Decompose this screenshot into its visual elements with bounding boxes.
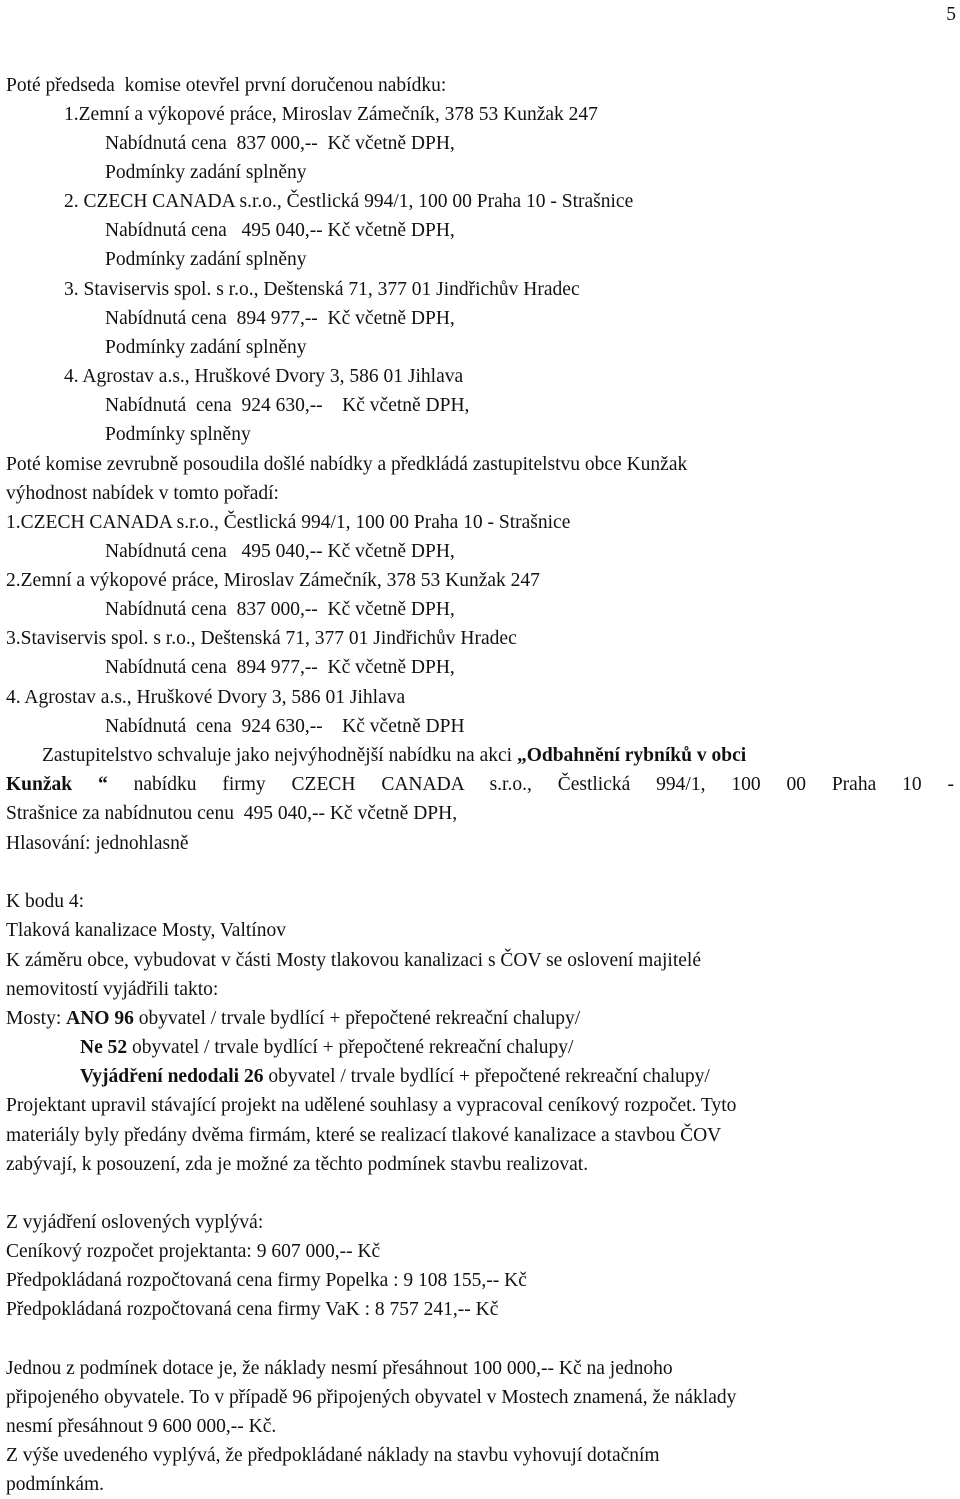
result-projektant: Ceníkový rozpočet projektanta: 9 607 000,-- Kč bbox=[6, 1241, 381, 1262]
offer-2-conditions: Podmínky zadání splněny bbox=[105, 249, 307, 270]
offer-2-header: 2. CZECH CANADA s.r.o., Čestlická 994/1, 100 00 Praha 10 - Strašnice bbox=[64, 191, 634, 212]
project-para-line-3: zabývají, k posouzení, zda je možné za těchto podmínek stavbu realizovat. bbox=[6, 1154, 589, 1175]
mosty-no-line bbox=[80, 1038, 573, 1058]
no-count: Ne 52 bbox=[80, 1037, 128, 1058]
subsidy-para-line-2: připojeného obyvatele. To v případě 96 připojených obyvatel v Mostech znamená, že náklady bbox=[6, 1387, 737, 1408]
mosty-yes-line bbox=[6, 1009, 580, 1029]
offer-3-conditions: Podmínky zadání splněny bbox=[105, 337, 307, 358]
mosty-none-line bbox=[80, 1067, 710, 1087]
resolution-line-1-text: Zastupitelstvo schvaluje jako nejvýhodnější nabídku na akci bbox=[42, 745, 517, 766]
offer-4-conditions: Podmínky splněny bbox=[105, 424, 251, 445]
ranking-3-header: 3.Staviservis spol. s r.o., Deštenská 71, 377 01 Jindřichův Hradec bbox=[6, 628, 517, 649]
yes-text: obyvatel / trvale bydlící + přepočtené rekreační chalupy/ bbox=[133, 1008, 581, 1029]
yes-count: ANO 96 bbox=[66, 1008, 134, 1029]
subsidy-para-line-3: nesmí přesáhnout 9 600 000,-- Kč. bbox=[6, 1416, 277, 1437]
offer-3-price: Nabídnutá cena 894 977,-- Kč včetně DPH, bbox=[105, 308, 455, 329]
project-para-line-1: Projektant upravil stávající projekt na udělené souhlasy a vypracoval ceníkový rozpočet. Tyto bbox=[6, 1095, 737, 1116]
ranking-2-header: 2.Zemní a výkopové práce, Miroslav Zámečník, 378 53 Kunžak 247 bbox=[6, 570, 540, 591]
point-4-title: Tlaková kanalizace Mosty, Valtínov bbox=[6, 920, 286, 941]
none-text: obyvatel / trvale bydlící + přepočtené rekreační chalupy/ bbox=[263, 1066, 710, 1087]
point-4-intro-1: K záměru obce, vybudovat v části Mosty tlakovou kanalizaci s ČOV se oslovení majitelé bbox=[6, 950, 701, 971]
evaluation-line-2: výhodnost nabídek v tomto pořadí: bbox=[6, 483, 279, 504]
offer-1-price: Nabídnutá cena 837 000,-- Kč včetně DPH, bbox=[105, 133, 455, 154]
no-text: obyvatel / trvale bydlící + přepočtené rekreační chalupy/ bbox=[127, 1037, 574, 1058]
subsidy-para-line-1: Jednou z podmínek dotace je, že náklady nesmí přesáhnout 100 000,-- Kč na jednoho bbox=[6, 1358, 673, 1379]
ranking-4-header: 4. Agrostav a.s., Hruškové Dvory 3, 586 01 Jihlava bbox=[6, 687, 406, 708]
point-4-heading: K bodu 4: bbox=[6, 891, 84, 912]
intro-text: Poté předseda komise otevřel první doručenou nabídku: bbox=[6, 75, 447, 96]
ranking-4-price: Nabídnutá cena 924 630,-- Kč včetně DPH bbox=[105, 716, 465, 737]
project-name-start: „Odbahnění rybníků v obci bbox=[516, 745, 747, 766]
conclusion-line-2: podmínkám. bbox=[6, 1474, 105, 1495]
evaluation-line-1: Poté komise zevrubně posoudila došlé nabídky a předkládá zastupitelstvu obce Kunžak bbox=[6, 454, 688, 475]
page-number: 5 bbox=[946, 4, 956, 25]
offer-3-header: 3. Staviservis spol. s r.o., Deštenská 71, 377 01 Jindřichův Hradec bbox=[64, 279, 580, 300]
project-name-end: Kunžak “ bbox=[6, 774, 108, 795]
offer-4-price: Nabídnutá cena 924 630,-- Kč včetně DPH, bbox=[105, 395, 470, 416]
conclusion-line-1: Z výše uvedeného vyplývá, že předpokládané náklady na stavbu vyhovují dotačním bbox=[6, 1445, 660, 1466]
ranking-1-header: 1.CZECH CANADA s.r.o., Čestlická 994/1, 100 00 Praha 10 - Strašnice bbox=[6, 512, 571, 533]
results-heading: Z vyjádření oslovených vyplývá: bbox=[6, 1212, 264, 1233]
resolution-line-3: Strašnice za nabídnutou cenu 495 040,-- Kč včetně DPH, bbox=[6, 803, 458, 824]
point-4-intro-2: nemovitostí vyjádřili takto: bbox=[6, 979, 219, 1000]
offer-1-header: 1.Zemní a výkopové práce, Miroslav Zámečník, 378 53 Kunžak 247 bbox=[64, 104, 598, 125]
offer-4-header: 4. Agrostav a.s., Hruškové Dvory 3, 586 01 Jihlava bbox=[64, 366, 464, 387]
ranking-3-price: Nabídnutá cena 894 977,-- Kč včetně DPH, bbox=[105, 657, 455, 678]
resolution-line-1 bbox=[42, 746, 746, 766]
vote-result: Hlasování: jednohlasně bbox=[6, 833, 189, 854]
ranking-1-price: Nabídnutá cena 495 040,-- Kč včetně DPH, bbox=[105, 541, 455, 562]
resolution-line-2 bbox=[6, 775, 954, 795]
mosty-label: Mosty: bbox=[6, 1008, 67, 1029]
project-para-line-2: materiály byly předány dvěma firmám, které se realizací tlakové kanalizace a stavbou ČOV bbox=[6, 1125, 722, 1146]
none-count: Vyjádření nedodali 26 bbox=[80, 1066, 264, 1087]
offer-2-price: Nabídnutá cena 495 040,-- Kč včetně DPH, bbox=[105, 220, 455, 241]
resolution-line-2-text: nabídku firmy CZECH CANADA s.r.o., Čestlická 994/1, 100 00 Praha 10 - bbox=[107, 774, 954, 795]
ranking-2-price: Nabídnutá cena 837 000,-- Kč včetně DPH, bbox=[105, 599, 455, 620]
result-vak: Předpokládaná rozpočtovaná cena firmy VaK : 8 757 241,-- Kč bbox=[6, 1299, 499, 1320]
result-popelka: Předpokládaná rozpočtovaná cena firmy Popelka : 9 108 155,-- Kč bbox=[6, 1270, 527, 1291]
offer-1-conditions: Podmínky zadání splněny bbox=[105, 162, 307, 183]
